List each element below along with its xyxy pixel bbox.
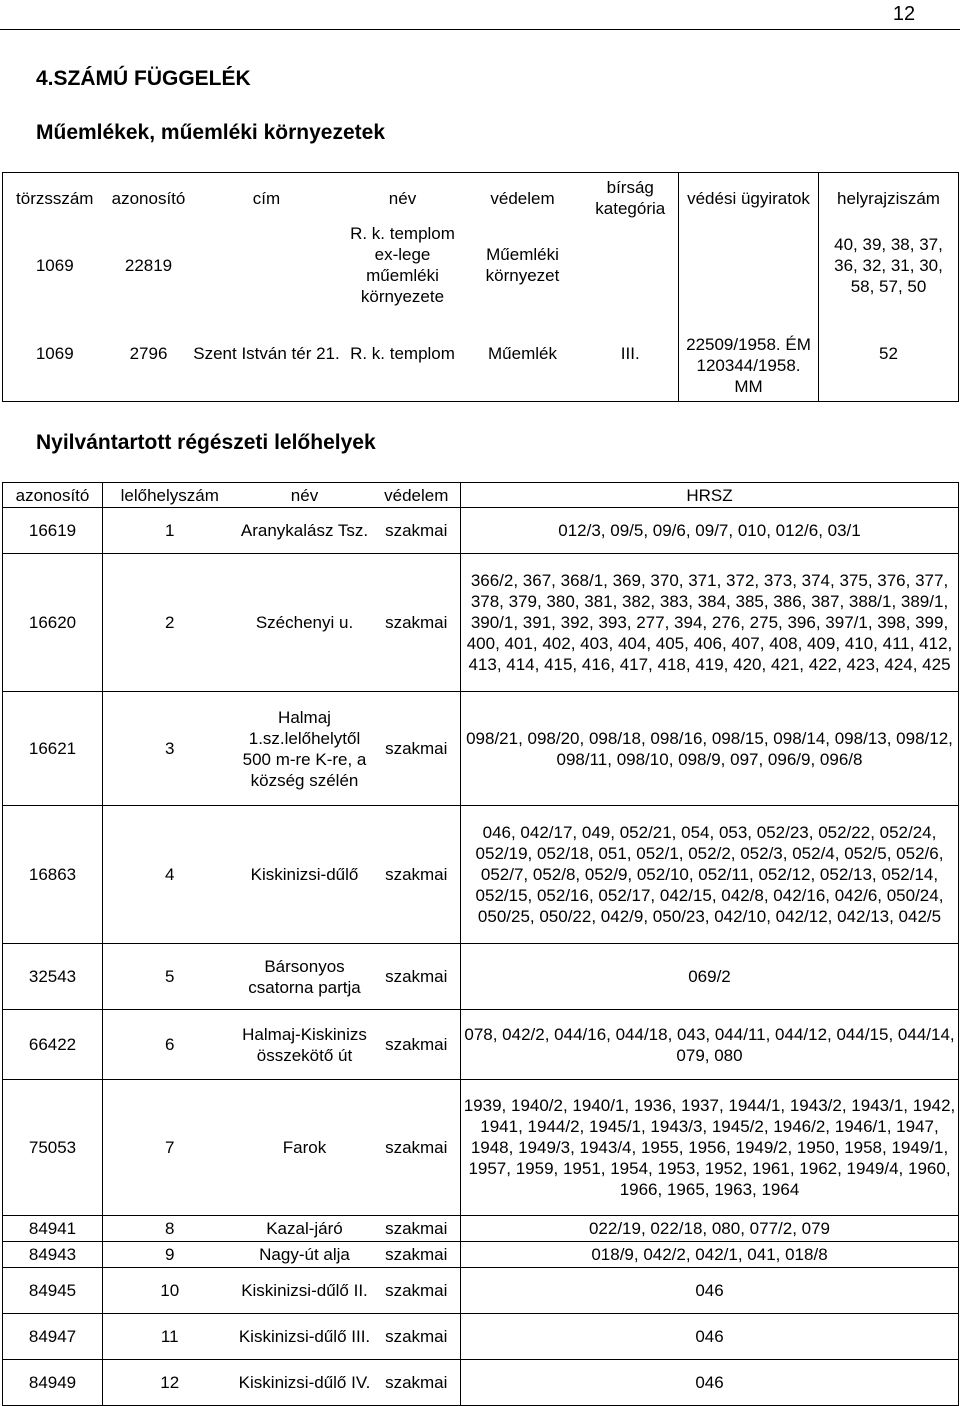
cell-lelohelyszam: 5 bbox=[103, 944, 237, 1010]
cell-lelohelyszam: 6 bbox=[103, 1010, 237, 1080]
cell-torzsszam: 1069 bbox=[35, 344, 74, 364]
table-row bbox=[3, 223, 959, 307]
cell-vedelem: szakmai bbox=[373, 554, 461, 692]
header-vedesi: védési ügyiratok bbox=[679, 173, 819, 224]
table-row bbox=[3, 806, 959, 944]
cell-nev: Kiskinizsi-dűlő bbox=[237, 806, 373, 944]
table-row bbox=[3, 554, 959, 692]
cell-vedelem: Műemléki környezet bbox=[485, 245, 560, 285]
cell-nev: Halmaj-Kiskinizs összekötő út bbox=[237, 1010, 373, 1080]
sites-table bbox=[2, 482, 959, 1406]
table-row bbox=[3, 692, 959, 806]
cell-azonosito: 22819 bbox=[124, 255, 173, 275]
header-hrsz: HRSZ bbox=[461, 483, 959, 508]
cell-nev: Halmaj 1.sz.lelőhelytől 500 m-re K-re, a község szélén bbox=[237, 692, 373, 806]
table-row bbox=[3, 1080, 959, 1216]
cell-lelohelyszam: 10 bbox=[103, 1268, 237, 1314]
cell-lelohelyszam: 7 bbox=[103, 1080, 237, 1216]
table-row bbox=[3, 1242, 959, 1268]
cell-torzsszam: 1069 bbox=[35, 255, 74, 275]
cell-hrsz: 046, 042/17, 049, 052/21, 054, 053, 052/23, 052/22, 052/24, 052/19, 052/18, 051, 052/1, 052/2, 052/3, 052/4, 052/5, 052/6, 052/7, 052/8, 052/9, 052/10, 052/11, 052/12, 052/13, 052/14, 052/15, 052/16, 052/17, 042/15, 042/8, 042/16, 042/6, 050/24, 050/25, 050/22, 042/9, 050/23, 042/10, 042/12, 042/13, 042/5 bbox=[461, 806, 959, 944]
cell-helyrajzi: 52 bbox=[879, 344, 898, 364]
table-row bbox=[3, 1010, 959, 1080]
cell-nev: Kiskinizsi-dűlő III. bbox=[237, 1314, 373, 1360]
cell-nev: Kiskinizsi-dűlő IV. bbox=[237, 1360, 373, 1406]
cell-lelohelyszam: 4 bbox=[103, 806, 237, 944]
cell-lelohelyszam: 3 bbox=[103, 692, 237, 806]
header-azonosito: azonosító bbox=[111, 188, 186, 208]
cell-vedelem: szakmai bbox=[373, 1010, 461, 1080]
cell-nev: Farok bbox=[237, 1080, 373, 1216]
cell-hrsz: 046 bbox=[461, 1268, 959, 1314]
sites-header-row bbox=[3, 483, 959, 508]
cell-birsag: III. bbox=[583, 307, 679, 401]
cell-nev: R. k. templom ex-lege műemléki környezete bbox=[350, 224, 455, 306]
cell-cim: Szent István tér 21. bbox=[193, 344, 340, 364]
table-row bbox=[3, 1216, 959, 1242]
cell-hrsz: 046 bbox=[461, 1314, 959, 1360]
cell-nev: Bársonyos csatorna partja bbox=[237, 944, 373, 1010]
cell-vedelem: szakmai bbox=[373, 692, 461, 806]
annex-title: 4.SZÁMÚ FÜGGELÉK bbox=[36, 67, 251, 90]
monuments-header-row bbox=[3, 173, 959, 224]
header-cim: cím bbox=[252, 188, 281, 208]
cell-vedelem: szakmai bbox=[373, 1216, 461, 1242]
cell-birsag bbox=[583, 223, 679, 307]
cell-helyrajzi: 40, 39, 38, 37, 36, 32, 31, 30, 58, 57, 50 bbox=[834, 234, 943, 296]
cell-azonosito: 16863 bbox=[3, 806, 103, 944]
header-azonosito: azonosító bbox=[3, 483, 103, 508]
cell-azonosito: 84949 bbox=[3, 1360, 103, 1406]
cell-lelohelyszam: 9 bbox=[103, 1242, 237, 1268]
cell-hrsz: 022/19, 022/18, 080, 077/2, 079 bbox=[461, 1216, 959, 1242]
cell-hrsz: 078, 042/2, 044/16, 044/18, 043, 044/11, 044/12, 044/15, 044/14, 079, 080 bbox=[461, 1010, 959, 1080]
cell-lelohelyszam: 8 bbox=[103, 1216, 237, 1242]
header-helyrajzi: helyrajziszám bbox=[837, 188, 940, 208]
cell-hrsz: 069/2 bbox=[461, 944, 959, 1010]
table-row bbox=[3, 1314, 959, 1360]
cell-vedelem: szakmai bbox=[373, 1360, 461, 1406]
monuments-table bbox=[2, 172, 959, 402]
page-number: 12 bbox=[892, 3, 916, 25]
cell-hrsz: 098/21, 098/20, 098/18, 098/16, 098/15, 098/14, 098/13, 098/12, 098/11, 098/10, 098/9, 097, 096/9, 096/8 bbox=[461, 692, 959, 806]
cell-azonosito: 32543 bbox=[3, 944, 103, 1010]
cell-lelohelyszam: 1 bbox=[103, 508, 237, 554]
cell-lelohelyszam: 2 bbox=[103, 554, 237, 692]
cell-azonosito: 16621 bbox=[3, 692, 103, 806]
cell-lelohelyszam: 11 bbox=[103, 1314, 237, 1360]
table-row bbox=[3, 1268, 959, 1314]
cell-hrsz: 046 bbox=[461, 1360, 959, 1406]
table-row bbox=[3, 1360, 959, 1406]
header-vedelem: védelem bbox=[490, 188, 555, 208]
cell-azonosito: 2796 bbox=[129, 344, 168, 364]
cell-hrsz: 018/9, 042/2, 042/1, 041, 018/8 bbox=[461, 1242, 959, 1268]
cell-azonosito: 16620 bbox=[3, 554, 103, 692]
cell-nev: Kiskinizsi-dűlő II. bbox=[237, 1268, 373, 1314]
cell-hrsz: 012/3, 09/5, 09/6, 09/7, 010, 012/6, 03/1 bbox=[461, 508, 959, 554]
header-torzsszam: törzsszám bbox=[16, 188, 94, 208]
section-title: Műemlékek, műemléki környezetek bbox=[36, 121, 386, 144]
cell-hrsz: 366/2, 367, 368/1, 369, 370, 371, 372, 373, 374, 375, 376, 377, 378, 379, 380, 381, 382, 383, 384, 385, 386, 387, 388/1, 389/1, 390/1, 391, 392, 393, 277, 394, 276, 275, 396, 397/1, 398, 399, 400, 401, 402, 403, 404, 405, 406, 407, 408, 409, 410, 411, 412, 413, 414, 415, 416, 417, 418, 419, 420, 421, 422, 423, 424, 425 bbox=[461, 554, 959, 692]
cell-vedelem: Műemlék bbox=[488, 344, 557, 364]
cell-vedelem: szakmai bbox=[373, 1314, 461, 1360]
cell-azonosito: 66422 bbox=[3, 1010, 103, 1080]
header-lelohelyszam: lelőhelyszám bbox=[103, 483, 237, 508]
cell-azonosito: 84943 bbox=[3, 1242, 103, 1268]
cell-azonosito: 75053 bbox=[3, 1080, 103, 1216]
header-nev: név bbox=[237, 483, 373, 508]
cell-nev: Széchenyi u. bbox=[237, 554, 373, 692]
header-birsag: bírság kategória bbox=[583, 173, 679, 224]
cell-lelohelyszam: 12 bbox=[103, 1360, 237, 1406]
cell-vedelem: szakmai bbox=[373, 508, 461, 554]
cell-vedesi-ugyiratok: 22509/1958. ÉM 120344/1958. MM bbox=[679, 223, 819, 401]
cell-azonosito: 84947 bbox=[3, 1314, 103, 1360]
sites-title: Nyilvántartott régészeti lelőhelyek bbox=[36, 431, 376, 454]
header-nev: név bbox=[388, 188, 417, 208]
cell-nev: Nagy-út alja bbox=[237, 1242, 373, 1268]
table-row bbox=[3, 508, 959, 554]
cell-vedelem: szakmai bbox=[373, 1268, 461, 1314]
cell-vedelem: szakmai bbox=[373, 1080, 461, 1216]
header-vedelem: védelem bbox=[373, 483, 461, 508]
cell-nev: R. k. templom bbox=[350, 344, 455, 364]
cell-vedelem: szakmai bbox=[373, 806, 461, 944]
cell-vedelem: szakmai bbox=[373, 944, 461, 1010]
cell-nev: Aranykalász Tsz. bbox=[237, 508, 373, 554]
header-rule bbox=[0, 29, 960, 30]
cell-vedelem: szakmai bbox=[373, 1242, 461, 1268]
cell-nev: Kazal-járó bbox=[237, 1216, 373, 1242]
table-row bbox=[3, 944, 959, 1010]
cell-azonosito: 84941 bbox=[3, 1216, 103, 1242]
cell-hrsz: 1939, 1940/2, 1940/1, 1936, 1937, 1944/1, 1943/2, 1943/1, 1942, 1941, 1944/2, 1945/1, 1943/3, 1945/2, 1946/2, 1946/1, 1947, 1948, 1949/3, 1943/4, 1955, 1956, 1949/2, 1950, 1958, 1949/1, 1957, 1959, 1951, 1954, 1953, 1952, 1961, 1962, 1949/4, 1960, 1966, 1965, 1963, 1964 bbox=[461, 1080, 959, 1216]
cell-cim bbox=[191, 223, 343, 307]
cell-azonosito: 84945 bbox=[3, 1268, 103, 1314]
cell-azonosito: 16619 bbox=[3, 508, 103, 554]
